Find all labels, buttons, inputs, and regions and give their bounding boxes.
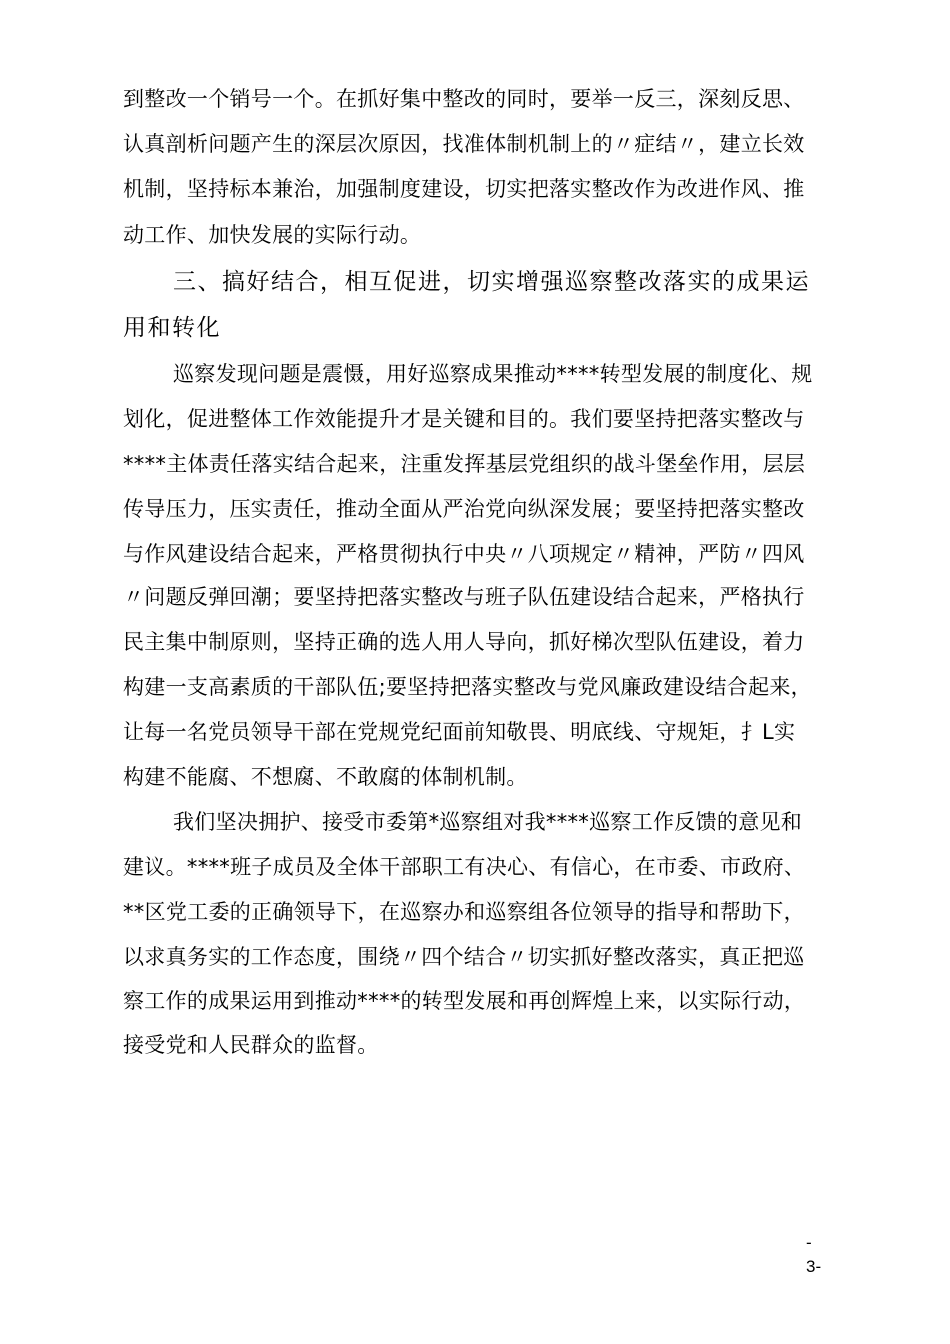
- text-line: 察工作的成果运用到推动****的转型发展和再创辉煌上来，以实际行动，: [123, 989, 806, 1013]
- text-line: 到整改一个销号一个。在抓好集中整改的同时，要举一反三，深刻反思、: [123, 87, 805, 111]
- heading-line: 用和转化: [123, 315, 221, 341]
- text-line: 划化，促进整体工作效能提升才是关键和目的。我们要坚持把落实整改与: [123, 407, 805, 431]
- text-line: 机制，坚持标本兼治，加强制度建设，切实把落实整改作为改进作风、推: [123, 177, 805, 201]
- text-line: 动工作、加快发展的实际行动。: [123, 223, 422, 247]
- text-line: 传导压力，压实责任，推动全面从严治党向纵深发展；要坚持把落实整改: [123, 497, 805, 521]
- text-line: 认真剖析问题产生的深层次原因，找准体制机制上的〃症结〃，建立长效: [123, 132, 805, 156]
- text-line: 与作风建设结合起来，严格贯彻执行中央〃八项规定〃精神，严防〃四风: [123, 542, 805, 566]
- text-line: 构建一支高素质的干部队伍;要坚持把落实整改与党风廉政建设结合起来，: [123, 675, 812, 699]
- text-line: **区党工委的正确领导下，在巡察办和巡察组各位领导的指导和帮助下，: [123, 900, 805, 924]
- text-line: 巡察发现问题是震慑，用好巡察成果推动****转型发展的制度化、规: [173, 362, 813, 386]
- text-line: 让每一名党员领导干部在党规党纪面前知敬畏、明底线、守规矩，扌L实: [123, 720, 796, 744]
- text-line: 接受党和人民群众的监督。: [123, 1033, 379, 1057]
- text-line: 构建不能腐、不想腐、不敢腐的体制机制。: [123, 765, 528, 789]
- text-line: 民主集中制原则，坚持正确的选人用人导向，抓好梯次型队伍建设，着力: [123, 630, 805, 654]
- text-line: ****主体责任落实结合起来，注重发挥基层党组织的战斗堡垒作用，层层: [123, 452, 806, 476]
- text-line: 我们坚决拥护、接受市委第*巡察组对我****巡察工作反馈的意见和: [173, 810, 803, 834]
- page-number-value: 3-: [806, 1257, 822, 1276]
- text-line: 以求真务实的工作态度，围绕〃四个结合〃切实抓好整改落实，真正把巡: [123, 945, 805, 969]
- text-line: 建议。****班子成员及全体干部职工有决心、有信心，在市委、市政府、: [123, 855, 806, 879]
- heading-line: 三、搞好结合，相互促进，切实增强巡察整改落实的成果运: [173, 269, 810, 295]
- page-number-dash: -: [806, 1233, 812, 1252]
- text-line: 〃问题反弹回潮；要坚持把落实整改与班子队伍建设结合起来，严格执行: [123, 585, 805, 609]
